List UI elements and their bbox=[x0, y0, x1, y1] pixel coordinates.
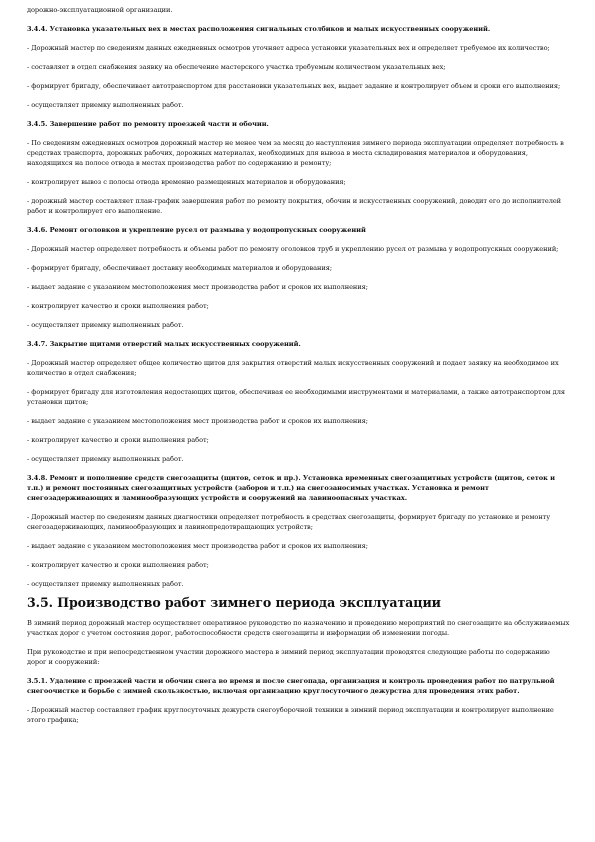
section-heading: 3.4.8. Ремонт и пополнение средств снегозащиты (щитов, сеток и пр.). Установка временных снегозащитных устройств (щитов, сеток и т.п.) и ремонт постоянных снегозащитных устройств (заборов и т.п.) на снегозаносимых участках. Установка и ремонт снегозадерживающих и ламинообразующих устройств и сооружений на лавиноопасных участках. bbox=[27, 474, 555, 502]
document-page bbox=[27, 5, 570, 725]
paragraph-gap bbox=[27, 445, 570, 454]
paragraph: - осуществляет приемку выполненных работ. bbox=[27, 580, 184, 588]
paragraph-gap bbox=[27, 330, 570, 339]
paragraph: - Дорожный мастер по сведениям данных диагностики определяет потребность в средствах снегозащиты, формирует бригаду по установке и ремонту снегозадерживающих, ламинообразующих и лавинопредотвращающих устройств; bbox=[27, 513, 551, 531]
section-body bbox=[27, 618, 570, 725]
paragraph-gap bbox=[27, 34, 570, 43]
paragraph: - осуществляет приемку выполненных работ. bbox=[27, 455, 184, 463]
paragraph: - контролирует качество и сроки выполнения работ; bbox=[27, 561, 209, 569]
section-title: 3.5. Производство работ зимнего периода эксплуатации bbox=[27, 595, 441, 610]
paragraph-gap bbox=[27, 235, 570, 244]
paragraph-gap bbox=[27, 349, 570, 358]
paragraph: - формирует бригаду для изготовления недостающих щитов, обеспечивая ее необходимыми инструментами и материалами, а также автотранспортом для установки щитов; bbox=[27, 388, 565, 406]
paragraph: - дорожный мастер составляет план-график завершения работ по ремонту покрытия, обочин и искусственных сооружений, доводит его до исполнителей работ и контролирует его выполнение. bbox=[27, 197, 562, 215]
paragraph-gap bbox=[27, 311, 570, 320]
paragraph: - Дорожный мастер составляет график круглосуточных дежурств снегоуборочной техники в зимний период эксплуатации и контролирует выполнение этого графика; bbox=[27, 706, 554, 724]
paragraph-gap bbox=[27, 91, 570, 100]
paragraph: - составляет в отдел снабжения заявку на обеспечение мастерского участка требуемым количеством указательных вех; bbox=[27, 63, 446, 71]
paragraph: - Дорожный мастер определяет потребность и объемы работ по ремонту оголовков труб и укреплению русел от размыва у водопропускных сооружений; bbox=[27, 245, 559, 253]
paragraph-gap bbox=[27, 216, 570, 225]
paragraph-gap bbox=[27, 378, 570, 387]
section-heading: 3.4.7. Закрытие щитами отверстий малых искусственных сооружений. bbox=[27, 340, 301, 348]
paragraph-gap bbox=[27, 72, 570, 81]
paragraph: При руководстве и при непосредственном участии дорожного мастера в зимний период эксплуатации проводятся следующие работы по содержанию дорог и сооружений: bbox=[27, 648, 550, 666]
paragraph-gap bbox=[27, 407, 570, 416]
paragraph-gap bbox=[27, 426, 570, 435]
paragraph: - осуществляет приемку выполненных работ. bbox=[27, 321, 184, 329]
section-heading: 3.4.5. Завершение работ по ремонту проезжей части и обочин. bbox=[27, 120, 269, 128]
paragraph: - выдает задание с указанием местоположения мест производства работ и сроков их выполнения; bbox=[27, 283, 368, 291]
paragraph-gap bbox=[27, 696, 570, 705]
paragraph-gap bbox=[27, 464, 570, 473]
paragraph: - Дорожный мастер по сведениям данных ежедневных осмотров уточняет адреса установки указательных вех и определяет требуемое их количество; bbox=[27, 44, 550, 52]
paragraph: - выдает задание с указанием местоположения мест производства работ и сроков их выполнения; bbox=[27, 417, 368, 425]
paragraph-gap bbox=[27, 15, 570, 24]
spacer bbox=[27, 610, 570, 618]
paragraph-gap bbox=[27, 129, 570, 138]
paragraph-gap bbox=[27, 273, 570, 282]
paragraph: - контролирует качество и сроки выполнения работ; bbox=[27, 436, 209, 444]
paragraph: - выдает задание с указанием местоположения мест производства работ и сроков их выполнения; bbox=[27, 542, 368, 550]
paragraph-gap bbox=[27, 638, 570, 647]
paragraph-gap bbox=[27, 570, 570, 579]
paragraph: - формирует бригаду, обеспечивает автотранспортом для расстановки указательных вех, выдает задание и контролирует объем и сроки его выполнения; bbox=[27, 82, 561, 90]
paragraph-gap bbox=[27, 168, 570, 177]
paragraph-gap bbox=[27, 53, 570, 62]
paragraph: - осуществляет приемку выполненных работ. bbox=[27, 101, 184, 109]
paragraph-gap bbox=[27, 551, 570, 560]
section-heading: 3.4.4. Установка указательных вех в местах расположения сигнальных столбиков и малых искусственных сооружений. bbox=[27, 25, 491, 33]
paragraph: - формирует бригаду, обеспечивает доставку необходимых материалов и оборудования; bbox=[27, 264, 333, 272]
paragraph-gap bbox=[27, 292, 570, 301]
paragraph-gap bbox=[27, 254, 570, 263]
paragraph-gap bbox=[27, 532, 570, 541]
paragraph: - контролирует качество и сроки выполнения работ; bbox=[27, 302, 209, 310]
paragraph-gap bbox=[27, 503, 570, 512]
paragraph: - По сведениям ежедневных осмотров дорожный мастер не менее чем за месяц до наступления зимнего периода эксплуатации определяет потребность в средствах транспорта, дорожных рабочих, дорожных материалах, необходимых для вывоза в места складирования материалов и оборудования, находящихся на полосе отвода в местах производства работ по содержанию и ремонту; bbox=[27, 139, 564, 167]
paragraph: В зимний период дорожный мастер осуществляет оперативное руководство по назначению и проведению мероприятий по снегозащите на обслуживаемых участках дорог с учетом состояния дорог, работоспособности средств снегозащиты и информации об изменении погоды. bbox=[27, 619, 570, 637]
paragraph: - Дорожный мастер определяет общее количество щитов для закрытия отверстий малых искусственных сооружений и подает заявку на необходимое их количество в отдел снабжения; bbox=[27, 359, 559, 377]
paragraph-gap bbox=[27, 110, 570, 119]
paragraph-gap bbox=[27, 667, 570, 676]
document-body bbox=[27, 5, 570, 589]
section-heading: 3.5.1. Удаление с проезжей части и обочин снега во время и после снегопада, организация и контроль проведения работ по патрульной снегоочистке и борьбе с зимней скользкостью, включая организацию круглосуточного дежурства для проведения этих работ. bbox=[27, 677, 555, 695]
paragraph-gap bbox=[27, 187, 570, 196]
paragraph: - контролирует вывоз с полосы отвода временно размещенных материалов и оборудования; bbox=[27, 178, 346, 186]
paragraph: дорожно-эксплуатационной организации. bbox=[27, 6, 173, 14]
section-heading: 3.4.6. Ремонт оголовков и укрепление русел от размыва у водопропускных сооружений bbox=[27, 226, 366, 234]
